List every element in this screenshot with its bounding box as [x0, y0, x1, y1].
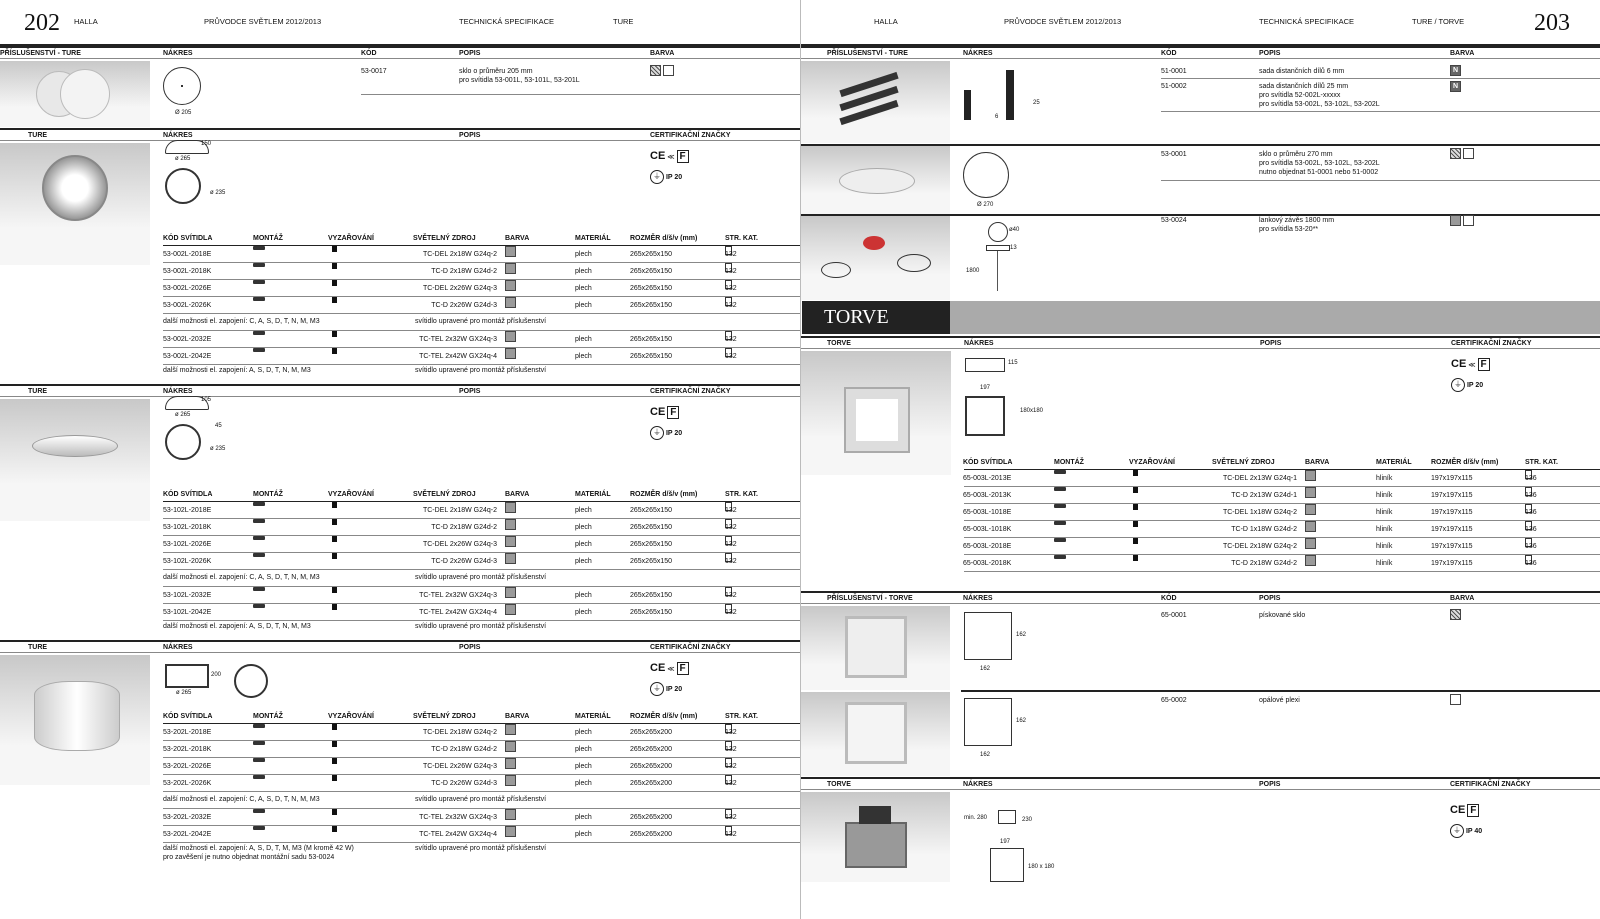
th-barva: BARVA [505, 713, 530, 720]
section-header: TURE NÁKRES POPIS CERTIFIKAČNÍ ZNAČKY [0, 384, 800, 397]
table-row: 53-102L-2018E TC-DEL 2x18W G24q-2 plech 265x265x150 132 [163, 502, 800, 519]
divider [1161, 78, 1600, 79]
acc-r1-code: 51-0001 [1161, 68, 1187, 75]
table-row: 53-002L-2026K TC-D 2x26W G24d-3 plech 265x265x150 132 [163, 297, 800, 314]
th-str: STR. KAT. [725, 713, 758, 720]
drawing-side [165, 664, 209, 688]
th-str: STR. KAT. [1525, 459, 1558, 466]
th-montaz: MONTÁŽ [253, 491, 283, 498]
acc-r2-desc2: pro svítidla 52-002L-xxxxx [1259, 92, 1341, 99]
acc-r1-desc: sada distančních dílů 6 mm [1259, 68, 1345, 75]
cert-marks-t2: CE F [1450, 804, 1479, 816]
dim-205: Ø 205 [175, 110, 192, 116]
ip-rating: ⏚ IP 20 [650, 170, 682, 184]
table-row: 65-003L-1018E TC-DEL 1x18W G24q-2 hliník 197x197x115 136 [964, 504, 1600, 521]
dim-6: 6 [995, 114, 999, 120]
divider [961, 690, 1600, 692]
table-row: 53-002L-2032E TC-TEL 2x32W GX24q-3 plech 265x265x150 132 [163, 331, 800, 348]
acc-r2-desc1: sada distančních dílů 25 mm [1259, 83, 1349, 90]
section-header: TURE NÁKRES POPIS CERTIFIKAČNÍ ZNAČKY [0, 640, 800, 653]
th-vyz: VYZAŘOVÁNÍ [1129, 459, 1175, 466]
guide-left: PRŮVODCE SVĚTLEM 2012/2013 [204, 17, 322, 26]
table-row: 53-202L-2018E TC-DEL 2x18W G24q-2 plech 265x265x200 132 [163, 724, 800, 741]
th-montaz: MONTÁŽ [253, 235, 283, 242]
swatch-sandblasted [1450, 609, 1463, 620]
cert-marks: CE ≪ F [1451, 358, 1490, 370]
th-zdroj: SVĚTELNÝ ZDROJ [413, 713, 476, 720]
acc-r4-desc2: pro svítidla 53-20** [1259, 226, 1319, 233]
cert-marks: CE ≪ F [650, 150, 689, 162]
note: svítidlo upravené pro montáž příslušenství [415, 845, 547, 852]
brand-left: HALLA [74, 17, 98, 26]
table-row: 53-202L-2026K TC-D 2x26W G24d-3 plech 265x265x200 132 [163, 775, 800, 792]
section-header-acc-right: PŘÍSLUŠENSTVÍ - TURE NÁKRES KÓD POPIS BARVA [801, 46, 1600, 59]
table-row: 53-202L-2026E TC-DEL 2x26W G24q-3 plech 265x265x200 132 [163, 758, 800, 775]
drawing-top [965, 396, 1005, 436]
section-header-acc-left: PŘÍSLUŠENSTVÍ - TURE NÁKRES KÓD POPIS BARVA [0, 46, 800, 59]
table-row: 53-002L-2026E TC-DEL 2x26W G24q-3 plech 265x265x150 132 [163, 280, 800, 297]
dim-230: 230 [1022, 817, 1033, 823]
product-photo-torve-2 [801, 792, 950, 882]
swatches-r4 [1450, 215, 1476, 226]
drawing-side [965, 358, 1005, 372]
product-photo [0, 143, 150, 265]
product-photo-glass270 [801, 146, 950, 214]
th-montaz: MONTÁŽ [1054, 459, 1084, 466]
th-vyz: VYZAŘOVÁNÍ [328, 491, 374, 498]
table-row: 65-003L-1018K TC-D 1x18W G24d-2 hliník 197x197x115 136 [964, 521, 1600, 538]
note: další možnosti el. zapojení: A, S, D, T, N, M, M3 [163, 367, 311, 374]
dim-270: Ø 270 [977, 202, 994, 208]
table-row: 53-102L-2026E TC-DEL 2x26W G24q-3 plech 265x265x150 132 [163, 536, 800, 553]
cert-marks: CE ≪ F [650, 662, 689, 674]
th-barva: BARVA [1305, 459, 1330, 466]
acc-r3-code: 53-0001 [1161, 151, 1187, 158]
table-row: 53-202L-2042E TC-TEL 2x42W GX24q-4 plech 265x265x200 132 [163, 826, 800, 843]
spec-right: TECHNICKÁ SPECIFIKACE [1259, 17, 1355, 26]
acc2-r2-desc: opálové plexi [1259, 697, 1300, 704]
guide-right: PRŮVODCE SVĚTLEM 2012/2013 [1004, 17, 1122, 26]
torve-banner: TORVE [802, 301, 950, 334]
dim-180x180: 180 x 180 [1028, 864, 1055, 870]
swatch-n2: N [1450, 81, 1463, 92]
drawing-sq1 [964, 612, 1012, 660]
page-number-left: 202 [24, 10, 60, 36]
spec-left: TECHNICKÁ SPECIFIKACE [459, 17, 555, 26]
table-row: 65-003L-2013E TC-DEL 2x13W G24q-1 hliník 197x197x115 136 [964, 470, 1600, 487]
th-montaz: MONTÁŽ [253, 713, 283, 720]
dim: 200 [211, 672, 222, 678]
brand-right: HALLA [874, 17, 898, 26]
dim-13: 13 [1010, 245, 1017, 251]
th-str: STR. KAT. [725, 235, 758, 242]
section-header-torve-2: TORVE NÁKRES POPIS CERTIFIKAČNÍ ZNAČKY [801, 777, 1600, 790]
note: další možnosti el. zapojení: A, S, D, T, N, M, M3 [163, 623, 311, 630]
th-barva: BARVA [505, 491, 530, 498]
drawing-sq2 [964, 698, 1012, 746]
torve-banner-bar [950, 301, 1600, 334]
dim: 150 [201, 141, 212, 147]
ip-rating: ⏚ IP 20 [1451, 378, 1483, 392]
th-kod: KÓD SVÍTIDLA [963, 459, 1013, 466]
note: svítidlo upravené pro montáž příslušenství [415, 623, 547, 630]
table-row: 65-003L-2013K TC-D 2x13W G24d-1 hliník 197x197x115 136 [964, 487, 1600, 504]
dim-25: 25 [1033, 100, 1040, 106]
acc2-r2-code: 65-0002 [1161, 697, 1187, 704]
dim-162: 162 [980, 752, 991, 758]
note: svítidlo upravené pro montáž příslušenství [415, 574, 547, 581]
table-row: 53-102L-2018K TC-D 2x18W G24d-2 plech 265x265x150 132 [163, 519, 800, 536]
dim: ø 265 [175, 156, 191, 162]
note: pro zavěšení je nutno objednat montážní sadu 53-0024 [163, 854, 335, 861]
table-row: 53-002L-2018E TC-DEL 2x18W G24q-2 plech 265x265x150 132 [163, 246, 800, 263]
th-kod: KÓD SVÍTIDLA [163, 491, 213, 498]
note: další možnosti el. zapojení: C, A, S, D, T, N, M, M3 [163, 574, 320, 581]
dim-162: 162 [1016, 632, 1027, 638]
drawing-canopy [988, 222, 1008, 242]
note: další možnosti el. zapojení: C, A, S, D, T, N, M, M3 [163, 796, 320, 803]
product-right: TURE / TORVE [1412, 17, 1465, 26]
th-zdroj: SVĚTELNÝ ZDROJ [1212, 459, 1275, 466]
table-row: 53-202L-2018K TC-D 2x18W G24d-2 plech 265x265x200 132 [163, 741, 800, 758]
color-swatches [650, 65, 676, 76]
th-material: MATERIÁL [575, 713, 611, 720]
table-row: 53-102L-2032E TC-TEL 2x32W GX24q-3 plech 265x265x150 132 [163, 587, 800, 604]
table-row: 53-002L-2042E TC-TEL 2x42W GX24q-4 plech 265x265x150 132 [163, 348, 800, 365]
th-rozmer: ROZMĚR d/š/v (mm) [1431, 459, 1499, 466]
table-row: 65-003L-2018K TC-D 2x18W G24d-2 hliník 197x197x115 136 [964, 555, 1600, 572]
table-row: 53-002L-2018K TC-D 2x18W G24d-2 plech 265x265x150 132 [163, 263, 800, 280]
dim-1800: 1800 [966, 268, 980, 274]
ip-rating: ⏚ IP 20 [650, 426, 682, 440]
drawing-top [165, 168, 201, 204]
drawing-top [165, 424, 201, 460]
divider [361, 94, 800, 95]
dim: ø 265 [175, 412, 191, 418]
product-photo [801, 351, 951, 475]
note: svítidlo upravené pro montáž příslušenství [415, 318, 547, 325]
acc2-r1-code: 65-0001 [1161, 612, 1187, 619]
product-photo-sandglass [801, 606, 950, 690]
th-rozmer: ROZMĚR d/š/v (mm) [630, 713, 698, 720]
acc-r4-desc1: lankový závěs 1800 mm [1259, 217, 1335, 224]
acc-code: 53-0017 [361, 68, 387, 75]
th-str: STR. KAT. [725, 491, 758, 498]
dim: ø 235 [210, 190, 226, 196]
swatches-r3 [1450, 148, 1476, 159]
acc-r2-code: 51-0002 [1161, 83, 1187, 90]
acc-r3-desc3: nutno objednat 51-0001 nebo 51-0002 [1259, 169, 1379, 176]
product-photo-spacers [801, 61, 950, 143]
product-photo-opal [801, 692, 950, 776]
th-material: MATERIÁL [1376, 459, 1412, 466]
drawing-mount [986, 245, 1010, 251]
product-photo [0, 655, 150, 785]
product-photo-cable [801, 216, 950, 300]
th-zdroj: SVĚTELNÝ ZDROJ [413, 491, 476, 498]
drawing-cable [997, 251, 998, 291]
th-barva: BARVA [505, 235, 530, 242]
th-material: MATERIÁL [575, 235, 611, 242]
drawing-spacer-6 [964, 90, 971, 120]
dim: ø 265 [176, 690, 192, 696]
swatch-opal [1450, 694, 1463, 705]
drawing-torve2-top [990, 848, 1024, 882]
acc-r3-desc1: sklo o průměru 270 mm [1259, 151, 1333, 158]
product-left: TURE [613, 17, 634, 26]
dim: ø 235 [210, 446, 226, 452]
dim: 45 [215, 423, 222, 429]
acc-r3-desc2: pro svítidla 53-002L, 53-102L, 53-202L [1259, 160, 1380, 167]
cert-marks: CE F [650, 406, 679, 418]
dim: 115 [1008, 360, 1018, 366]
drawing-glass-disc [163, 67, 201, 105]
swatch-n1: N [1450, 65, 1463, 76]
note: další možnosti el. zapojení: A, S, D, T, M, M3 (M kromě 42 W) [163, 845, 354, 852]
note: další možnosti el. zapojení: C, A, S, D, T, N, M, M3 [163, 318, 320, 325]
dim-197: 197 [1000, 839, 1011, 845]
drawing-torve2-side [998, 810, 1016, 824]
th-kod: KÓD SVÍTIDLA [163, 235, 213, 242]
divider [1161, 111, 1600, 112]
acc2-r1-desc: pískované sklo [1259, 612, 1306, 619]
product-photo [0, 399, 150, 521]
section-header: TORVE NÁKRES POPIS CERTIFIKAČNÍ ZNAČKY [801, 336, 1600, 349]
drawing-top [234, 664, 268, 698]
acc-desc1: sklo o průměru 205 mm [459, 68, 533, 75]
dim-162: 162 [980, 666, 991, 672]
table-row: 53-202L-2032E TC-TEL 2x32W GX24q-3 plech 265x265x200 132 [163, 809, 800, 826]
acc-r4-code: 53-0024 [1161, 217, 1187, 224]
acc-desc2: pro svítidla 53-001L, 53-101L, 53-201L [459, 77, 580, 84]
th-rozmer: ROZMĚR d/š/v (mm) [630, 235, 698, 242]
drawing-glass270 [963, 152, 1009, 198]
acc-r2-desc3: pro svítidla 53-002L, 53-102L, 53-202L [1259, 101, 1380, 108]
product-photo-acc-left [0, 61, 150, 127]
section-header-acc-torve: PŘÍSLUŠENSTVÍ - TORVE NÁKRES KÓD POPIS BARVA [801, 591, 1600, 604]
section-header: TURE NÁKRES POPIS CERTIFIKAČNÍ ZNAČKY [0, 128, 800, 141]
th-kod: KÓD SVÍTIDLA [163, 713, 213, 720]
th-vyz: VYZAŘOVÁNÍ [328, 235, 374, 242]
table-row: 53-102L-2042E TC-TEL 2x42W GX24q-4 plech 265x265x150 132 [163, 604, 800, 621]
dim: 105 [201, 397, 212, 403]
dim-162: 162 [1016, 718, 1027, 724]
th-rozmer: ROZMĚR d/š/v (mm) [630, 491, 698, 498]
dim-40: ø40 [1009, 227, 1020, 233]
th-material: MATERIÁL [575, 491, 611, 498]
table-row: 65-003L-2018E TC-DEL 2x18W G24q-2 hliník 197x197x115 136 [964, 538, 1600, 555]
page-number-right: 203 [1534, 10, 1570, 36]
ip-t2: ⏚ IP 40 [1450, 824, 1482, 838]
note: svítidlo upravené pro montáž příslušenství [415, 796, 547, 803]
dim: 197 [980, 385, 991, 391]
note: svítidlo upravené pro montáž příslušenství [415, 367, 547, 374]
th-zdroj: SVĚTELNÝ ZDROJ [413, 235, 476, 242]
dim: 180x180 [1020, 408, 1044, 414]
table-row: 53-102L-2026K TC-D 2x26W G24d-3 plech 265x265x150 132 [163, 553, 800, 570]
drawing-spacer-25 [1006, 70, 1014, 120]
th-vyz: VYZAŘOVÁNÍ [328, 713, 374, 720]
divider [1161, 180, 1600, 181]
dim-min280: min. 280 [964, 815, 988, 821]
ip-rating: ⏚ IP 20 [650, 682, 682, 696]
